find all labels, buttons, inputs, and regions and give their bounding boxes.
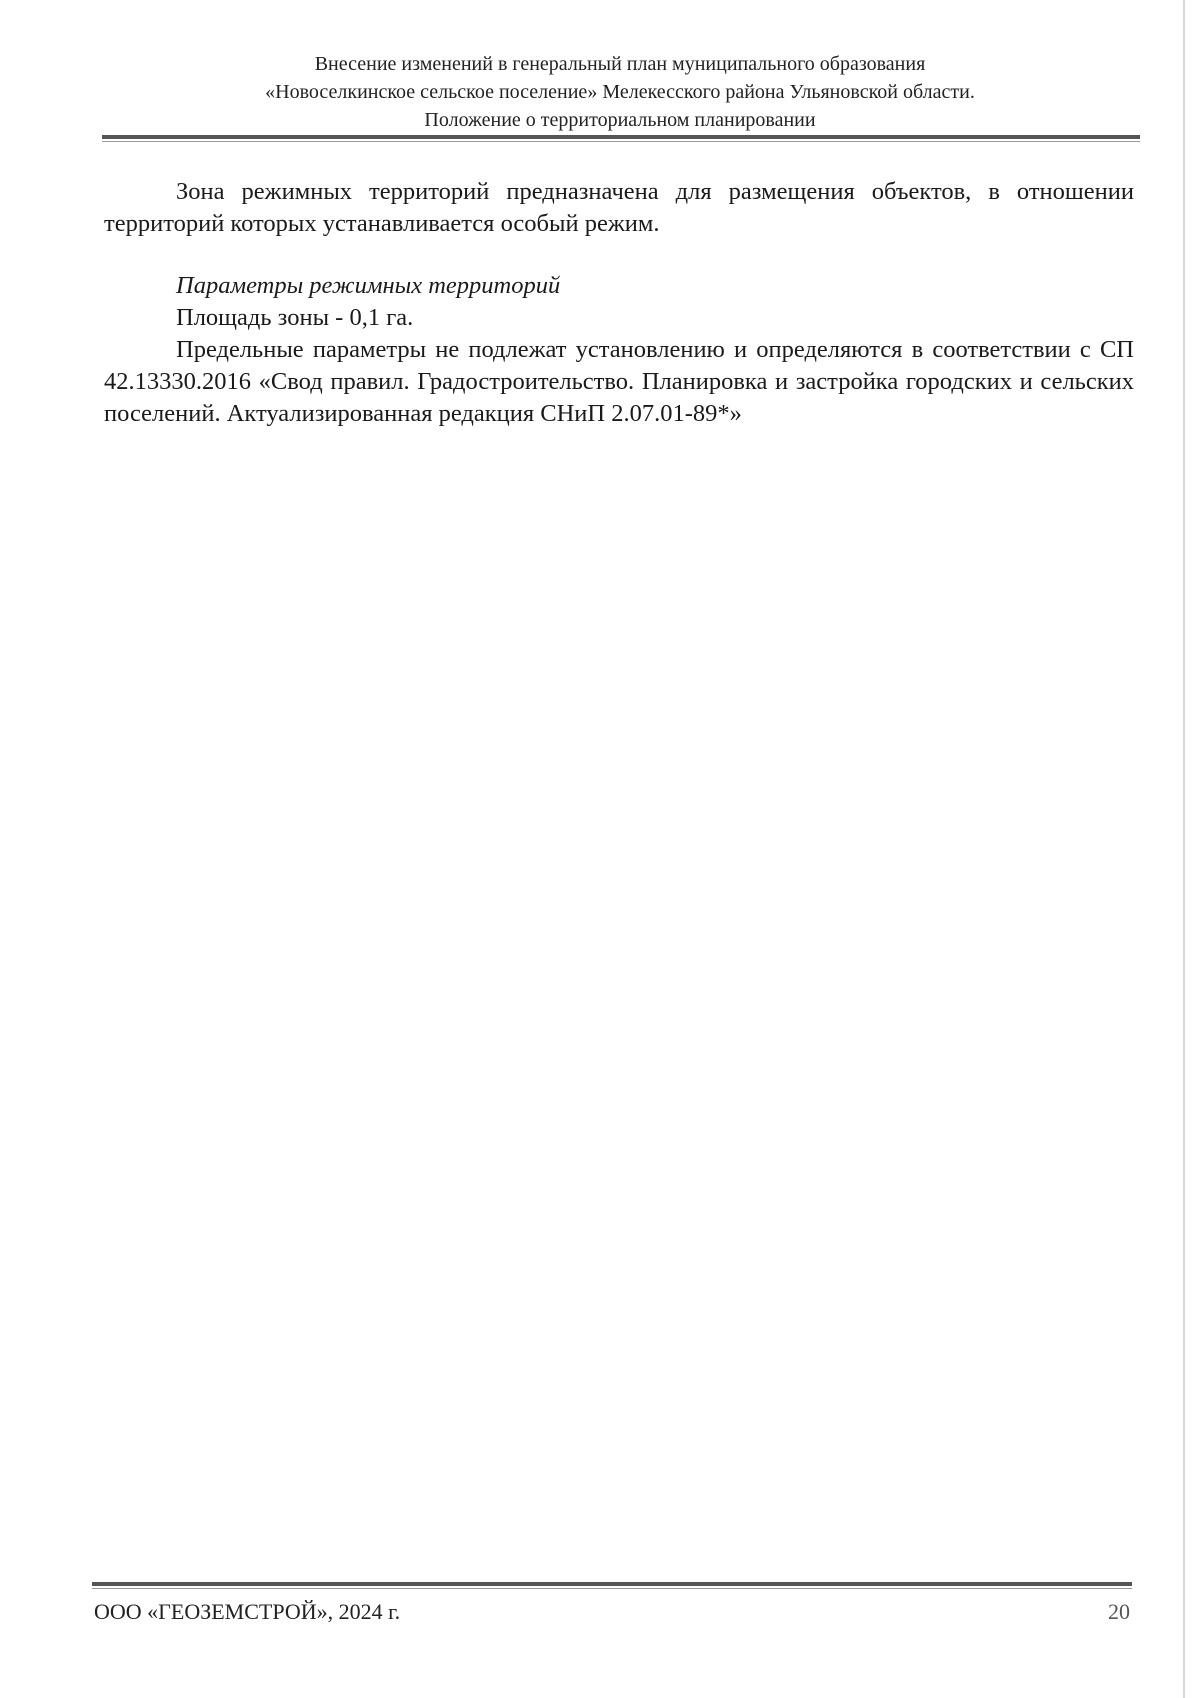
document-body bbox=[104, 176, 1134, 430]
limit-parameters-paragraph: Предельные параметры не подлежат установлению и определяются в соответствии с СП 42.13330.2016 «Свод правил. Градостроительство. Планировка и застройка городских и сельских поселений. Актуализированная редакция СНиП 2.07.01-89*» bbox=[104, 336, 1134, 427]
header-line-2: «Новоселкинское сельское поселение» Мелекесского района Ульяновской области. bbox=[265, 81, 975, 103]
header-line-3: Положение о территориальном планировании bbox=[424, 109, 816, 131]
footer-divider bbox=[92, 1582, 1132, 1586]
header-line-1: Внесение изменений в генеральный план муниципального образования bbox=[314, 53, 926, 75]
zone-area-line: Площадь зоны - 0,1 га. bbox=[176, 304, 414, 331]
paragraph-spacer bbox=[104, 240, 1134, 270]
page-number: 20 bbox=[1108, 1599, 1130, 1624]
footer-organization: ООО «ГЕОЗЕМСТРОЙ», 2024 г. bbox=[94, 1599, 401, 1624]
page-edge-line bbox=[1183, 0, 1185, 1698]
section-heading: Параметры режимных территорий bbox=[176, 272, 561, 299]
header-divider bbox=[102, 135, 1140, 139]
header-divider-thin bbox=[102, 141, 1140, 142]
page-header bbox=[100, 50, 1140, 134]
footer-divider-thin bbox=[92, 1588, 1132, 1589]
zone-description-paragraph: Зона режимных территорий предназначена для размещения объектов, в отношении территорий которых устанавливается особый режим. bbox=[104, 178, 1134, 237]
